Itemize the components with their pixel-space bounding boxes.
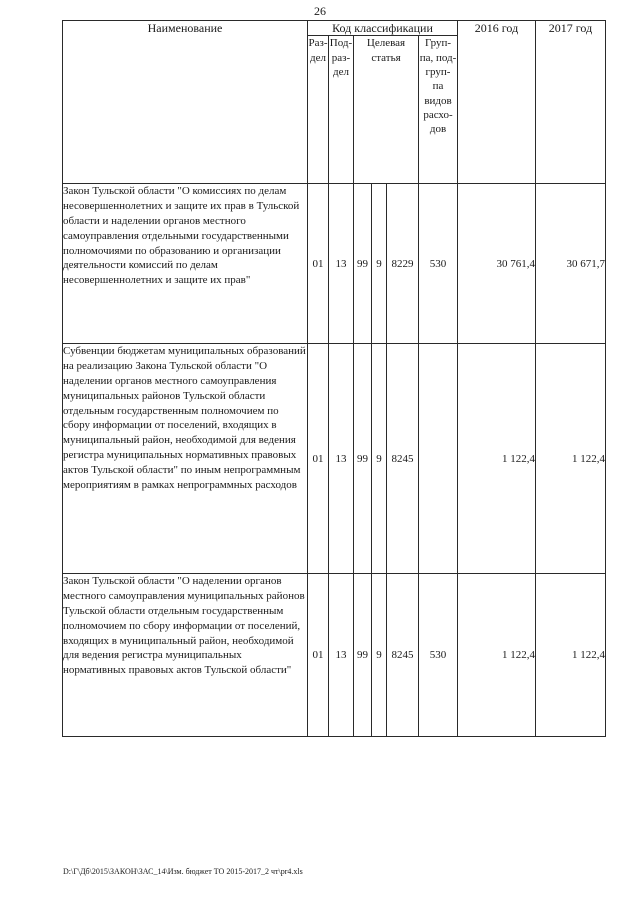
- table-row: [63, 184, 606, 344]
- footer-file-path: D:\Г\Дб\2015\ЗАКОН\ЗАС_14\Изм. бюджет ТО 2015-2017_2 чт\pr4.xls: [63, 867, 303, 876]
- row-target-b: 9: [372, 574, 387, 737]
- table-row: [63, 344, 606, 574]
- page-number: 26: [314, 4, 326, 18]
- row-amount-2016: 1 122,4: [458, 574, 536, 737]
- row-expense-group: 530: [419, 184, 458, 344]
- row-expense-group: [419, 344, 458, 574]
- row-target-b: 9: [372, 344, 387, 574]
- row-target-c: 8245: [387, 574, 419, 737]
- row-section: 01: [308, 344, 329, 574]
- row-name: Закон Тульской области "О комиссиях по делам несовершеннолетних и защите их прав в Тульской области и наделении органов местного самоуправления отдельными государственными полномочиями по образованию и организации деятельности комиссий по делам несовершеннолетних и защите их прав": [63, 184, 308, 344]
- row-amount-2016: 30 761,4: [458, 184, 536, 344]
- row-target-c: 8229: [387, 184, 419, 344]
- row-target-a: 99: [354, 344, 372, 574]
- row-amount-2016: 1 122,4: [458, 344, 536, 574]
- row-name: Субвенции бюджетам муниципальных образований на реализацию Закона Тульской области "О наделении органов местного самоуправления муниципальных районов Тульской области отдельным государственным полномочием по сбору информации от поселений, входящих в муниципальный район, необходимой для ведения регистра муниципальных нормативных правовых актов Тульской области" по иным непрограммным мероприятиям в рамках непрограммных расходов: [63, 344, 308, 574]
- row-target-b: 9: [372, 184, 387, 344]
- row-amount-2017: 1 122,4: [536, 574, 606, 737]
- header-name: Наименование: [63, 21, 308, 184]
- row-target-a: 99: [354, 574, 372, 737]
- row-expense-group: 530: [419, 574, 458, 737]
- header-expense-group: Груп- па, под- груп- па видов расхо- дов: [419, 36, 458, 184]
- row-amount-2017: 1 122,4: [536, 344, 606, 574]
- table-row: [63, 574, 606, 737]
- budget-table: [62, 20, 606, 737]
- row-name: Закон Тульской области "О наделении органов местного самоуправления муниципальных районов Тульской области отдельным государственным полномочием по сбору информации от поселений, входящих в муниципальный район, необходимой для ведения регистра муниципальных нормативных правовых актов Тульской области": [63, 574, 308, 737]
- header-subsection: Под- раз- дел: [329, 36, 354, 184]
- header-year-2017: 2017 год: [536, 21, 606, 184]
- row-subsection: 13: [329, 184, 354, 344]
- row-target-a: 99: [354, 184, 372, 344]
- row-target-c: 8245: [387, 344, 419, 574]
- header-year-2016: 2016 год: [458, 21, 536, 184]
- header-section: Раз- дел: [308, 36, 329, 184]
- row-section: 01: [308, 574, 329, 737]
- row-subsection: 13: [329, 574, 354, 737]
- row-subsection: 13: [329, 344, 354, 574]
- row-section: 01: [308, 184, 329, 344]
- row-amount-2017: 30 671,7: [536, 184, 606, 344]
- header-classification: Код классификации: [308, 21, 458, 36]
- header-target-article: Целевая статья: [354, 36, 419, 184]
